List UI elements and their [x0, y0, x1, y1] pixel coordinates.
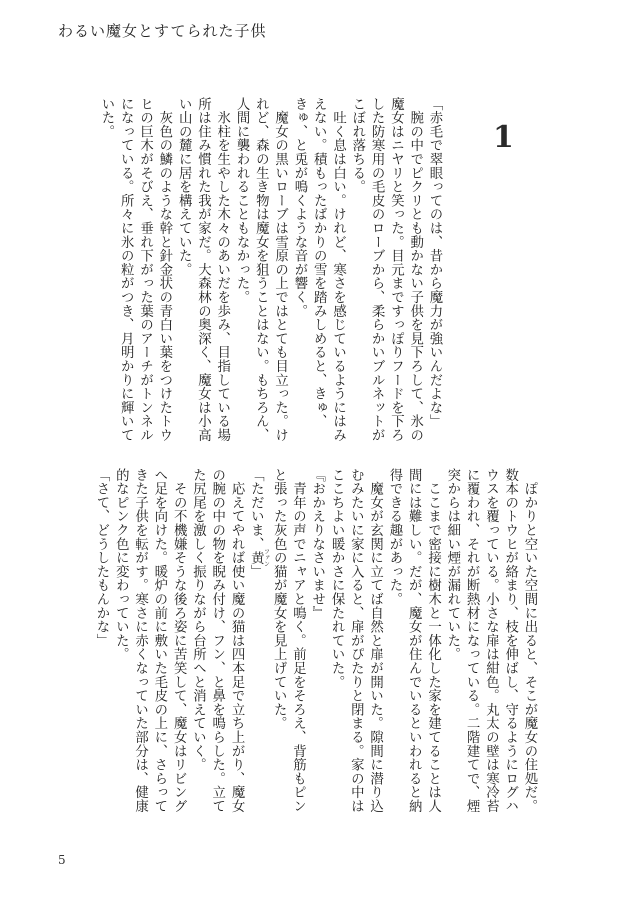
text-line: ぽかりと空いた空間に出ると、そこが魔女の住処だ。 — [522, 468, 537, 813]
text-line: ここちよい暖かさに保たれていた。 — [329, 468, 345, 689]
text-line: ここまで密接に樹木と一体化した家を建てることは人 — [425, 468, 441, 813]
text-line: 数本のトウヒが絡まり、枝を伸ばし、守るようにログハ — [502, 468, 518, 813]
text-line: 応えてやれば使い魔の猫は四本足で立ち上がり、魔女 — [229, 468, 245, 813]
text-line: 人間に襲われることもなかった。 — [234, 97, 250, 304]
text-line: 『おかえりなさいませ』 — [309, 468, 325, 620]
text-line: 魔女はニヤリと笑った。目元まですっぽりフードを下ろ — [388, 97, 404, 442]
text-column-bottom — [69, 468, 539, 840]
text-line: きゅ、と兎が鳴くような音が響く。 — [291, 97, 307, 318]
text-line: になっている。所々に氷の粒がつき、月明かりに輝いて — [118, 97, 134, 442]
ruby-annotation: 黄 ファン — [248, 548, 270, 567]
text-line: 「さて、どうしたもんかな」 — [93, 468, 109, 648]
text-line: 腕の中でピクリとも動かない子供を見下ろして、氷の — [407, 97, 423, 442]
text-column-top — [74, 97, 444, 463]
text-line: ウスを覆っている。小さな扉は紺色。丸太の壁は寒冷苔 — [483, 468, 499, 813]
text-line: 氷柱を生やした木々のあいだを歩み、目指している場 — [214, 97, 230, 442]
text-line: 所は住み慣れた我が家だ。大森林の奥深く、魔女は小高 — [195, 97, 211, 442]
text-line: こぼれ落ちる。 — [349, 97, 365, 194]
text-line: 「赤毛で翠眼ってのは、昔から魔力が強いんだよな」 — [427, 97, 442, 429]
chapter-number: 1 — [493, 120, 514, 155]
ruby-reading: ファン — [262, 548, 270, 567]
text-line: えない。積もったばかりの雪を踏みしめると、きゅ、 — [311, 97, 327, 429]
text-line: 的なピンク色に変わっていた。 — [113, 468, 129, 662]
text-line: 突からは細い煙が漏れていた。 — [444, 468, 460, 662]
text-line: きた子供を転がす。寒さに赤くなっていた部分は、健康 — [132, 468, 148, 813]
text-line: 青年の声でニャアと鳴く。前足をそろえ、背筋もピン — [290, 468, 306, 813]
text-line: へ足を向けた。暖炉の前に敷いた毛皮の上に、さらって — [151, 468, 167, 813]
running-head: わるい魔女とすてられた子供 — [58, 22, 267, 40]
text-line: ヒの巨木がそびえ、垂れ下がった葉のアーチがトンネル — [137, 97, 153, 442]
text-line: 魔女が玄関に立てば自然と扉が開いた。隙間に潜り込 — [367, 468, 383, 813]
text-line: 魔女の黒いローブは雪原の上ではとても目立った。け — [272, 97, 288, 442]
text-line: 「ただいま、黄 ファン」 — [248, 468, 270, 579]
text-line: その不機嫌そうな後ろ姿に苦笑して、魔女はリビング — [171, 468, 187, 813]
text-line: いた。 — [98, 97, 114, 139]
text-line: に覆われ、それが断熱材になっている。二階建てで、煙 — [464, 468, 480, 813]
text-line: むみたいに家に入ると、扉がぴたりと閉まる。家の中は — [348, 468, 364, 813]
text-line: た尻尾を激しく振りながら台所へと消えていく。 — [190, 468, 206, 772]
text-line: 間には難しい。だが、魔女が住んでいるといわれると納 — [406, 468, 422, 813]
text-line: い山の麓に居を構えていた。 — [176, 97, 192, 277]
text-line: と張った灰色の猫が魔女を見上げていた。 — [271, 468, 287, 731]
text-line: 吐く息は白い。けれど、寒さを感じているようにはみ — [330, 97, 346, 442]
text-line: の腕の中の物を睨み付け、フン、と鼻を鳴らした。立て — [209, 468, 225, 813]
text-line: 得できる趣があった。 — [386, 468, 402, 606]
text-line: れど、森の生き物は魔女を狙うことはない。もちろん、 — [253, 97, 269, 442]
text-line: した防寒用の毛皮のローブから、柔らかいブルネットが — [369, 97, 385, 442]
page-number: 5 — [58, 853, 66, 867]
text-line: 灰色の鱗のような幹と針金状の青白い葉をつけたトウ — [156, 97, 172, 442]
